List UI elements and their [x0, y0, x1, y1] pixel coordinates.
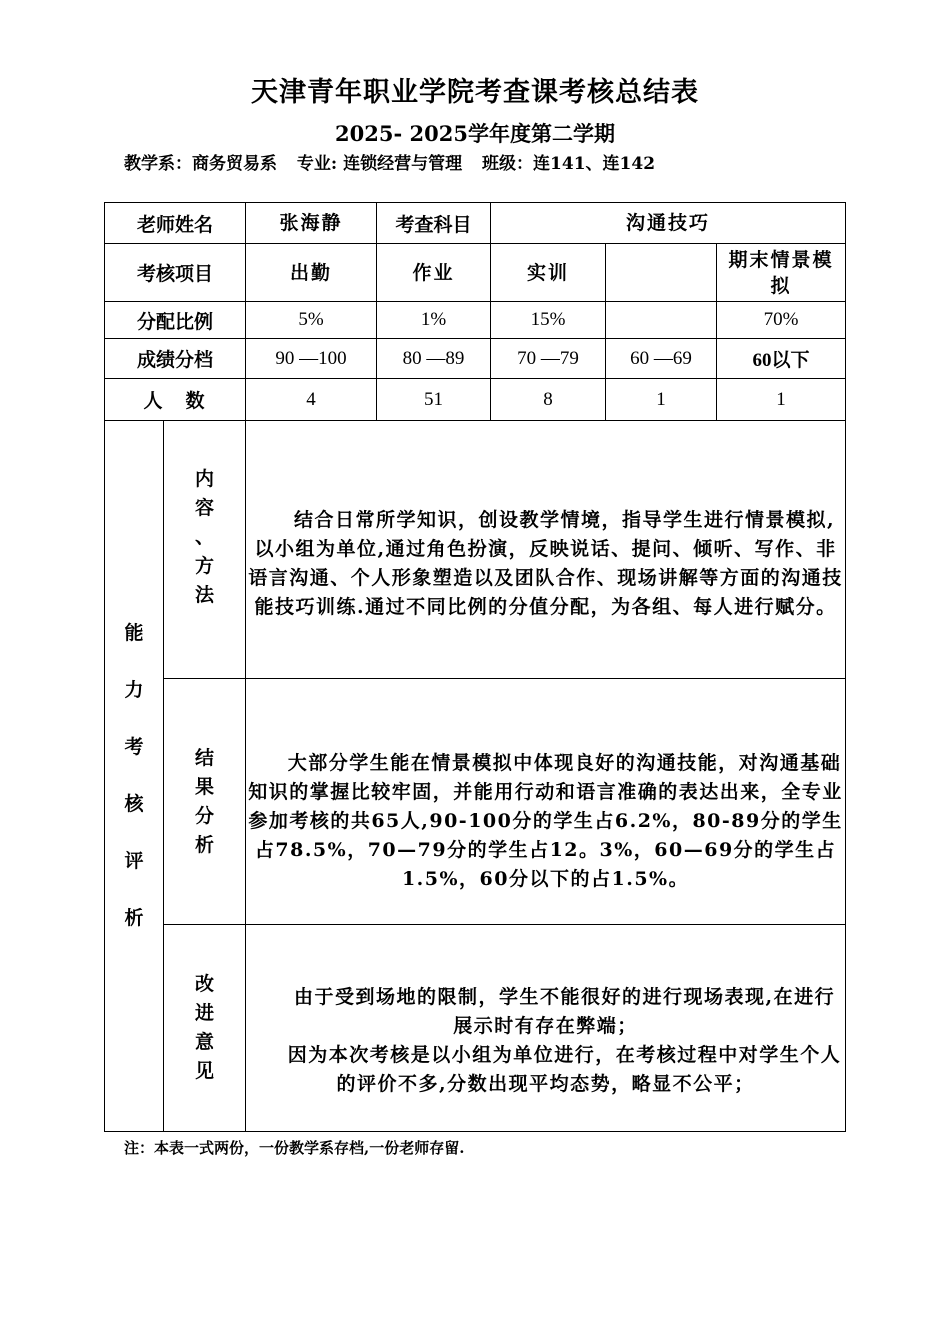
count-value: 4: [246, 379, 377, 421]
page-title: 天津青年职业学院考查课考核总结表: [251, 77, 699, 108]
major-text: 专业: 连锁经营与管理: [296, 154, 463, 174]
improve-label: 改 进 意 见: [164, 925, 246, 1132]
ratio-value: 5%: [246, 302, 377, 339]
ratio-value: 1%: [377, 302, 491, 339]
class-text: 班级：连141、连142: [482, 154, 656, 174]
item-homework: 作业: [377, 244, 491, 302]
analysis-row-improve: [105, 925, 846, 1132]
analysis-row-method: [105, 421, 846, 679]
info-line: [124, 149, 884, 174]
improve-paragraph: 因为本次考核是以小组为单位进行，在考核过程中对学生个人的评价不多,分数出现平均态势，略显不公平；: [287, 1044, 842, 1095]
ratio-row: [105, 302, 846, 339]
ratio-value: 15%: [491, 302, 606, 339]
ratio-label: 分配比例: [105, 302, 246, 339]
ratio-value: [606, 302, 717, 339]
bands-row: [105, 339, 846, 379]
count-value: 1: [717, 379, 846, 421]
footer-note: 注：本表一式两份，一份教学系存档,一份老师存留.: [124, 1139, 465, 1157]
items-label: 考核项目: [105, 244, 246, 302]
band-value: 90 —100: [246, 339, 377, 379]
count-row: [105, 379, 846, 421]
ability-analysis-label: [105, 421, 164, 1132]
count-value: 8: [491, 379, 606, 421]
result-paragraph: 大部分学生能在情景模拟中体现良好的沟通技能，对沟通基础知识的掌握比较牢固，并能用行动和语言准确的表达出来，全专业参加考核的共65人,90-100分的学生占6.2%，80-89分的学生占78.5%，70—79分的学生占12。3%，60—69分的学生占1.5%，60分以下的占1.5%。: [248, 752, 843, 890]
improve-content: [246, 925, 846, 1132]
band-value: 70 —79: [491, 339, 606, 379]
method-content: [246, 421, 846, 679]
term-line: 2025- 2025学年度第二学期: [335, 121, 615, 146]
result-label: 结 果 分 析: [164, 679, 246, 925]
item-attendance: 出勤: [246, 244, 377, 302]
department-text: 教学系：商务贸易系: [124, 154, 277, 174]
band-value: 60以下: [717, 339, 846, 379]
count-label: 人 数: [105, 379, 246, 421]
item-final-simulation: 期末情景模拟: [717, 244, 846, 302]
items-row: [105, 244, 846, 302]
subject-name: 沟通技巧: [491, 203, 846, 244]
assessment-table: [104, 202, 846, 1132]
ratio-value: 70%: [717, 302, 846, 339]
method-paragraph: 结合日常所学知识，创设教学情境，指导学生进行情景模拟,以小组为单位,通过角色扮演，反映说话、提问、倾听、写作、非语言沟通、个人形象塑造以及团队合作、现场讲解等方面的沟通技能技巧训练.通过不同比例的分值分配，为各组、每人进行赋分。: [248, 508, 843, 618]
improve-paragraph: 由于受到场地的限制，学生不能很好的进行现场表现,在进行展示时有存在弊端；: [293, 986, 836, 1037]
result-content: [246, 679, 846, 925]
analysis-row-result: [105, 679, 846, 925]
count-value: 1: [606, 379, 717, 421]
band-value: 80 —89: [377, 339, 491, 379]
bands-label: 成绩分档: [105, 339, 246, 379]
teacher-row: [105, 203, 846, 244]
subject-label: 考查科目: [377, 203, 491, 244]
band-value: 60 —69: [606, 339, 717, 379]
item-practice: 实训: [491, 244, 606, 302]
teacher-label: 老师姓名: [105, 203, 246, 244]
item-empty: [606, 244, 717, 302]
ability-analysis-text: 能 力 考 核 评 析: [124, 622, 144, 929]
method-label: 内 容 、 方 法: [164, 421, 246, 679]
teacher-name: 张海静: [246, 203, 377, 244]
count-value: 51: [377, 379, 491, 421]
